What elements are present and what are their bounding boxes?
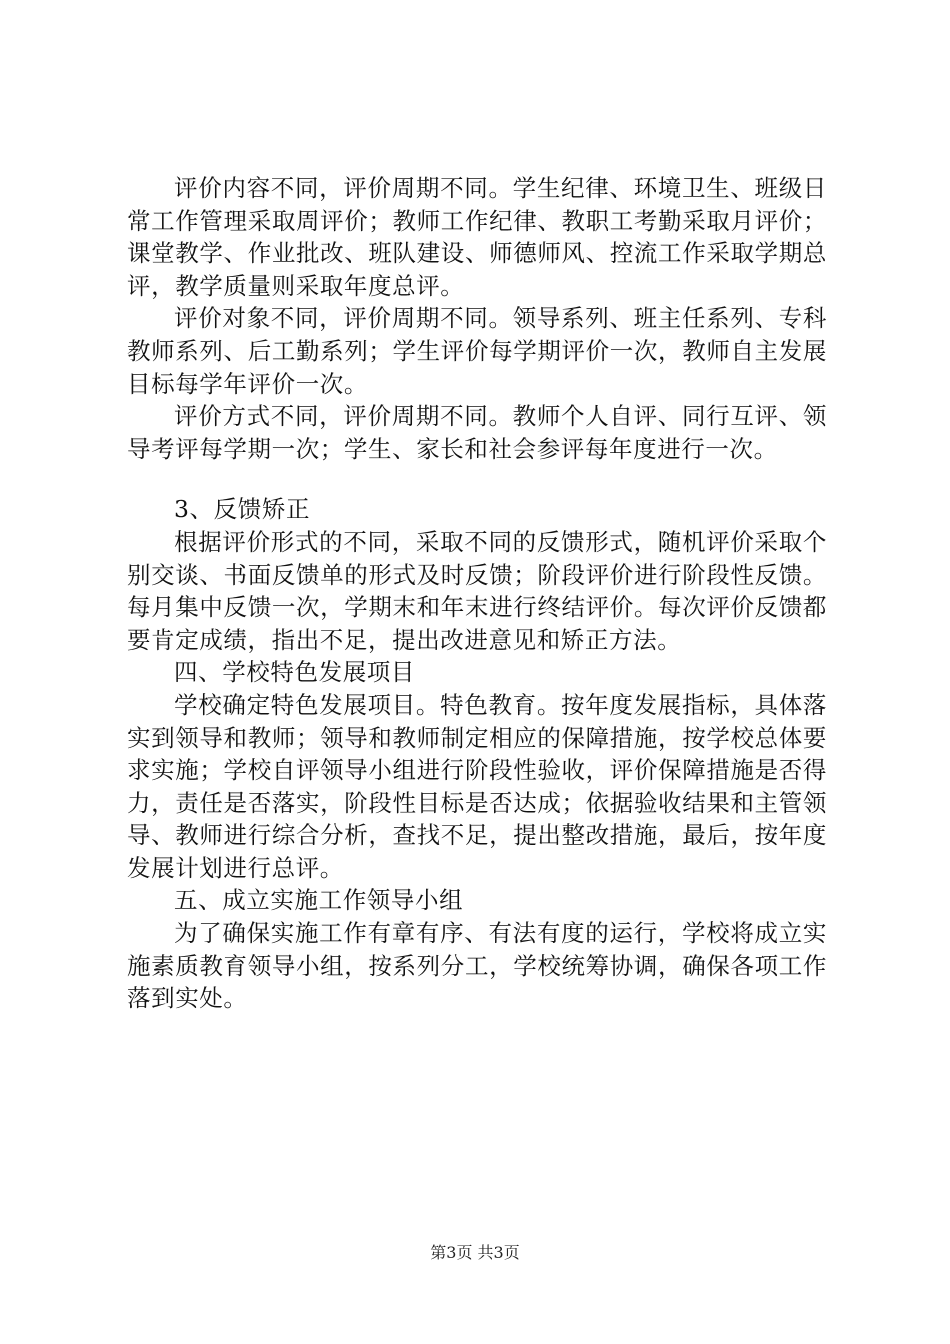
heading-school-feature-project: 四、学校特色发展项目 [174,658,415,687]
heading-leadership-group: 五、成立实施工作领导小组 [174,886,464,915]
paragraph-evaluation-target: 评价对象不同，评价周期不同。领导系列、班主任系列、专科教师系列、后工勤系列；学生评价每学期评价一次，教师自主发展目标每学年评价一次。 [127,304,827,398]
page-number-footer: 第3页 共3页 [430,1243,520,1262]
heading-feedback-correction: 3、反馈矫正 [174,495,311,524]
paragraph-evaluation-content: 评价内容不同，评价周期不同。学生纪律、环境卫生、班级日常工作管理采取周评价；教师工作纪律、教职工考勤采取月评价；课堂教学、作业批改、班队建设、师德师风、控流工作采取学期总评，教学质量则采取年度总评。 [127,174,827,300]
paragraph-leadership-group: 为了确保实施工作有章有序、有法有度的运行，学校将成立实施素质教育领导小组，按系列分工，学校统筹协调，确保各项工作落到实处。 [127,919,827,1013]
paragraph-evaluation-method: 评价方式不同，评价周期不同。教师个人自评、同行互评、领导考评每学期一次；学生、家长和社会参评每年度进行一次。 [127,402,827,463]
paragraph-feedback: 根据评价形式的不同，采取不同的反馈形式，随机评价采取个别交谈、书面反馈单的形式及时反馈；阶段评价进行阶段性反馈。每月集中反馈一次，学期末和年末进行终结评价。每次评价反馈都要肯定成绩，指出不足，提出改进意见和矫正方法。 [127,527,827,654]
document-body [127,172,827,1015]
paragraph-feature-project: 学校确定特色发展项目。特色教育。按年度发展指标，具体落实到领导和教师；领导和教师制定相应的保障措施，按学校总体要求实施；学校自评领导小组进行阶段性验收，评价保障措施是否得力，责任是否落实，阶段性目标是否达成；依据验收结果和主管领导、教师进行综合分析，查找不足，提出整改措施，最后，按年度发展计划进行总评。 [127,690,827,882]
paragraph-gap [127,465,827,493]
